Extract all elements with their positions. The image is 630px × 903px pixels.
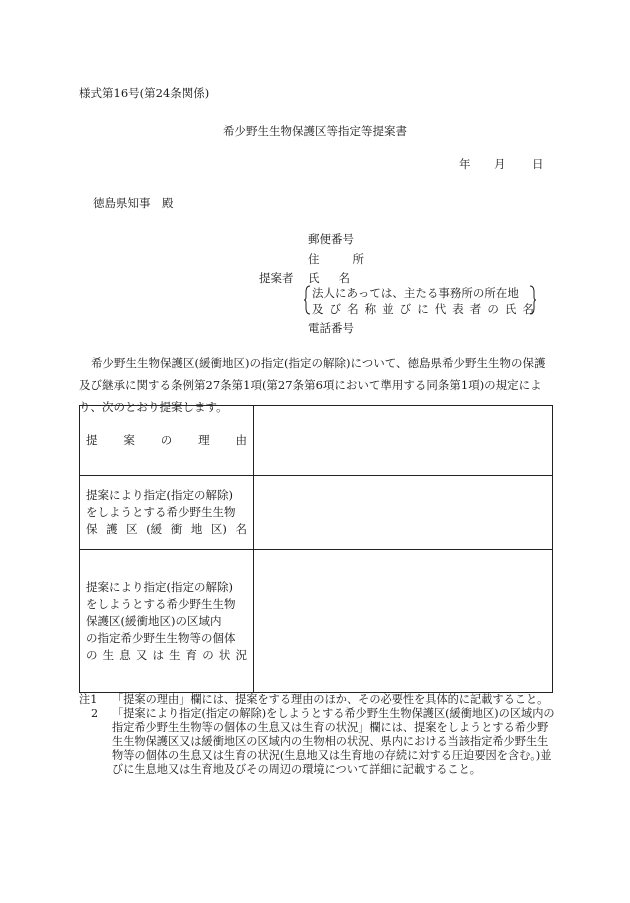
- proposal-table: [79, 405, 553, 693]
- corporate-note-line2: 及 び 名 称 並 び に 代 表 者 の 氏 名: [312, 302, 534, 316]
- phone-label: 電話番号: [308, 321, 354, 335]
- date-day-label: 日: [532, 157, 544, 171]
- note-item: 2 「提案により指定(指定の解除)をしようとする希少野生生物保護区(緩衝地区)の区域内の指定希少野生生物等の個体の生息又は生育の状況」欄には、提案をしようとする希少野生生物保護区又は緩衝地区の区域内の生物相の状況、県内における当該指定希少野生生物等の個体の生息又は生育の状況(生息地又は生育地の存続に対する圧迫要因を含む。)並びに生息地又は生育地及びその周辺の環境について詳細に記載すること。: [79, 707, 559, 777]
- corporate-note-line1: 法人にあっては、主たる事務所の所在地: [312, 286, 519, 300]
- table-row: [80, 550, 553, 693]
- habitat-status-label: 提案により指定(指定の解除) をしようとする希少野生生物 保護区(緩衝地区)の区域内 の指定希少野生生物等の個体 の 生 息 又 は 生 育 の 状 況: [80, 550, 254, 693]
- addressee: 徳島県知事 殿: [93, 196, 174, 210]
- postal-code-label: 郵便番号: [308, 232, 354, 246]
- address-label: 住 所: [308, 252, 364, 266]
- protected-area-name-label: 提案により指定(指定の解除) をしようとする希少野生生物 保 護 区 (緩 衝 地 区) 名: [80, 476, 254, 550]
- habitat-status-field[interactable]: [254, 550, 553, 693]
- form-number: 様式第16号(第24条関係): [79, 86, 210, 100]
- note-text: 「提案の理由」欄には、提案をする理由のほか、その必要性を具体的に記載すること。: [112, 693, 549, 706]
- note-item: 注1 「提案の理由」欄には、提案をする理由のほか、その必要性を具体的に記載すること。: [79, 693, 549, 706]
- date-month-label: 月: [494, 157, 506, 171]
- table-row: [80, 476, 553, 550]
- notes: [79, 693, 559, 777]
- proposer-label: 提案者: [259, 271, 294, 285]
- name-label: 氏 名: [308, 271, 350, 285]
- table-row: [80, 406, 553, 476]
- proposal-reason-label: 提 案 の 理 由: [80, 406, 254, 476]
- intro-paragraph: 希少野生生物保護区(緩衝地区)の指定(指定の解除)について、徳島県希少野生生物の保護及び継承に関する条例第27条第1項(第27条第6項において準用する同条第1項)の規定により、次のとおり提案します。: [79, 356, 546, 414]
- protected-area-name-field[interactable]: [254, 476, 553, 550]
- document-title: 希少野生生物保護区等指定等提案書: [223, 124, 407, 138]
- proposal-reason-field[interactable]: [254, 406, 553, 476]
- corporate-note: [304, 285, 536, 315]
- date-year-label: 年: [459, 157, 471, 171]
- note-text: 「提案により指定(指定の解除)をしようとする希少野生生物保護区(緩衝地区)の区域内の指定希少野生生物等の個体の生息又は生育の状況」欄には、提案をしようとする希少野生生物保護区又は緩衝地区の区域内の生物相の状況、県内における当該指定希少野生生物等の個体の生息又は生育の状況(生息地又は生育地の存続に対する圧迫要因を含む。)並びに生息地又は生育地及びその周辺の環境について詳細に記載すること。: [112, 707, 555, 776]
